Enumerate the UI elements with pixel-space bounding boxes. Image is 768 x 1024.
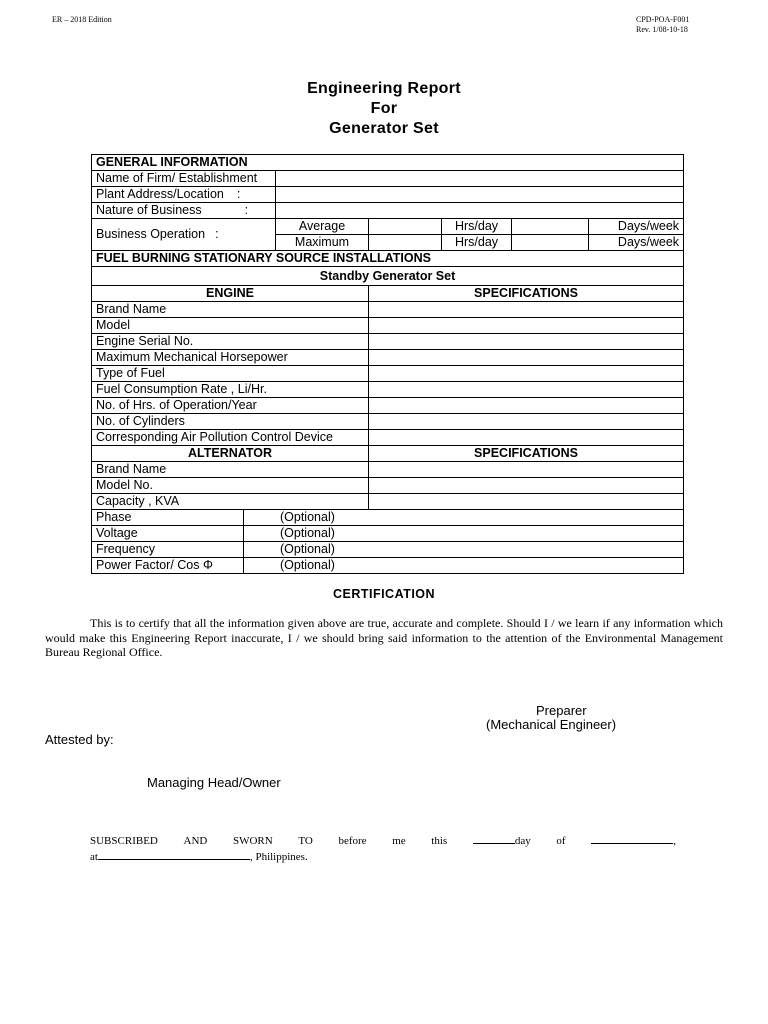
- alternator-heading: ALTERNATOR: [92, 446, 369, 462]
- form-code-number: CPD-POA-F001: [636, 15, 690, 24]
- engine-heading: ENGINE: [92, 286, 369, 302]
- firm-name-field[interactable]: [276, 171, 684, 187]
- managing-head-label: Managing Head/Owner: [147, 775, 281, 790]
- firm-name-label: Name of Firm/ Establishment: [92, 171, 276, 187]
- nature-colon: :: [244, 203, 249, 217]
- optional-row-label: Power Factor/ Cos Φ: [92, 558, 244, 574]
- engine-row-label: Model: [92, 318, 369, 334]
- general-info-heading: GENERAL INFORMATION: [92, 155, 684, 171]
- form-revision: Rev. 1/08-10-18: [636, 25, 688, 34]
- engine-spec-field[interactable]: [369, 382, 684, 398]
- engine-spec-field[interactable]: [369, 350, 684, 366]
- engine-spec-field[interactable]: [369, 334, 684, 350]
- engine-row-label: Fuel Consumption Rate , Li/Hr.: [92, 382, 369, 398]
- engine-spec-field[interactable]: [369, 398, 684, 414]
- engine-spec-field[interactable]: [369, 414, 684, 430]
- engine-row-label: No. of Cylinders: [92, 414, 369, 430]
- jurat-day-group: [473, 833, 531, 847]
- alternator-spec-field[interactable]: [369, 478, 684, 494]
- optional-row-label: Voltage: [92, 526, 244, 542]
- engine-spec-field[interactable]: [369, 302, 684, 318]
- operation-colon: :: [215, 227, 219, 241]
- jurat-word: AND: [183, 835, 208, 847]
- engine-spec-field[interactable]: [369, 366, 684, 382]
- nature-business-field[interactable]: [276, 203, 684, 219]
- edition-label: ER – 2018 Edition: [52, 15, 112, 24]
- certification-text: This is to certify that all the information given above are true, accurate and complete. Should I / we learn if any information which would make this Engineering Report inaccurate, I / we should bring said information to the attention of the Environmental Management Bureau Regional Office.: [45, 616, 723, 659]
- page-title: [0, 79, 768, 139]
- jurat-word: of: [556, 835, 566, 847]
- fuel-burning-heading: FUEL BURNING STATIONARY SOURCE INSTALLATIONS: [92, 251, 684, 267]
- engine-spec-field[interactable]: [369, 430, 684, 446]
- engine-row-label: Type of Fuel: [92, 366, 369, 382]
- jurat-word: before: [338, 835, 367, 847]
- jurat-at: at: [90, 851, 98, 863]
- preparer-label: Preparer: [536, 703, 587, 718]
- maximum-hrs-unit: Hrs/day: [442, 235, 512, 251]
- alternator-row-label: Capacity , KVA: [92, 494, 369, 510]
- attested-by-label: Attested by:: [45, 732, 114, 747]
- engine-row-label: Engine Serial No.: [92, 334, 369, 350]
- month-blank[interactable]: [591, 833, 673, 844]
- optional-row-label: Frequency: [92, 542, 244, 558]
- report-form-table: [91, 154, 684, 574]
- optional-row-note[interactable]: (Optional): [244, 542, 684, 558]
- engine-spec-heading: SPECIFICATIONS: [369, 286, 684, 302]
- maximum-hrs-field[interactable]: [369, 235, 442, 251]
- title-line-3: Generator Set: [329, 120, 439, 137]
- alternator-row-label: Brand Name: [92, 462, 369, 478]
- plant-address-label: Plant Address/Location :: [92, 187, 276, 203]
- jurat-word: me: [392, 835, 406, 847]
- average-label: Average: [276, 219, 369, 235]
- certification-heading: CERTIFICATION: [332, 587, 436, 601]
- optional-row-label: Phase: [92, 510, 244, 526]
- average-days-unit: Days/week: [589, 219, 684, 235]
- jurat-comma: ,: [673, 835, 676, 847]
- optional-row-note[interactable]: (Optional): [244, 558, 684, 574]
- optional-row-note[interactable]: (Optional): [244, 526, 684, 542]
- engine-row-label: No. of Hrs. of Operation/Year: [92, 398, 369, 414]
- business-operation-label: Business Operation :: [92, 219, 276, 251]
- jurat-word: this: [431, 835, 448, 847]
- alternator-spec-heading: SPECIFICATIONS: [369, 446, 684, 462]
- jurat-block: [90, 833, 676, 863]
- address-colon: :: [236, 187, 241, 201]
- day-blank[interactable]: [473, 833, 515, 844]
- alternator-row-label: Model No.: [92, 478, 369, 494]
- maximum-label: Maximum: [276, 235, 369, 251]
- title-line-2: For: [370, 100, 398, 117]
- optional-row-note[interactable]: (Optional): [244, 510, 684, 526]
- certification-body: [45, 616, 723, 660]
- jurat-word: SUBSCRIBED: [90, 835, 158, 847]
- jurat-line-1: [90, 833, 676, 847]
- preparer-role: (Mechanical Engineer): [486, 717, 617, 732]
- maximum-days-unit: Days/week: [589, 235, 684, 251]
- average-hrs-unit: Hrs/day: [442, 219, 512, 235]
- standby-generator-heading: Standby Generator Set: [92, 267, 684, 286]
- engine-row-label: Maximum Mechanical Horsepower: [92, 350, 369, 366]
- engine-row-label: Corresponding Air Pollution Control Device: [92, 430, 369, 446]
- engine-spec-field[interactable]: [369, 318, 684, 334]
- jurat-philippines: , Philippines.: [249, 851, 308, 863]
- maximum-days-field[interactable]: [512, 235, 589, 251]
- average-hrs-field[interactable]: [369, 219, 442, 235]
- plant-address-field[interactable]: [276, 187, 684, 203]
- nature-business-label: Nature of Business :: [92, 203, 276, 219]
- form-code: [636, 15, 689, 35]
- alternator-spec-field[interactable]: [369, 494, 684, 510]
- jurat-day-word: day: [514, 835, 531, 847]
- alternator-spec-field[interactable]: [369, 462, 684, 478]
- average-days-field[interactable]: [512, 219, 589, 235]
- jurat-word: SWORN: [232, 835, 273, 847]
- jurat-line-2: [90, 849, 676, 863]
- jurat-word: TO: [298, 835, 313, 847]
- place-blank[interactable]: [98, 849, 250, 860]
- title-line-1: Engineering Report: [307, 80, 461, 97]
- jurat-month-group: [591, 833, 676, 847]
- engine-row-label: Brand Name: [92, 302, 369, 318]
